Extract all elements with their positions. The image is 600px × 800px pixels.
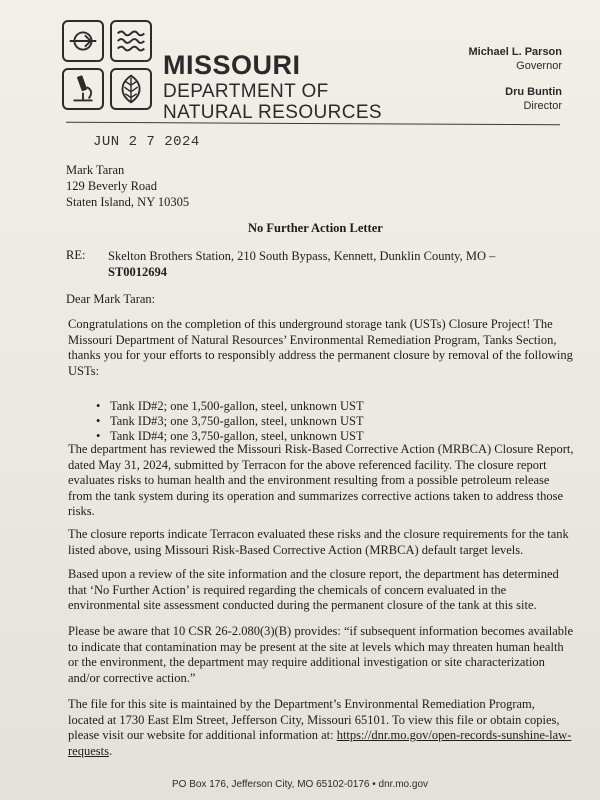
director-title: Director [523,100,562,112]
letter-title: No Further Action Letter [248,221,383,235]
open-records-link[interactable]: https://dnr.mo.gov/open-records-sunshine-law-requests [68,728,572,758]
file-access-text: The file for this site is maintained by the Department’s Environmental Remediation Program, located at 1730 East Elm Street, Jefferson City, Missouri 65101. To view this file or obtain copies, please visit our website for additional information at: [68,697,560,742]
director-name: Dru Buntin [505,86,562,98]
paragraph-review: The department has reviewed the Missouri Risk-Based Corrective Action (MRBCA) Closure Report, dated May 31, 2024, submitted by Terracon for the above referenced facility. The closure report evaluates risks to human health and the environment resulting from a possible petroleum release from the tank system during its operation and summarizes corrective actions taken to address those risks. [68,442,574,518]
paragraph-determination: Based upon a review of the site information and the closure report, the department has determined that ‘No Further Action’ is required regarding the chemicals of concern evaluated in the environmental site assessment conducted during the permanent closure of the tank at this site. [68,567,559,612]
agency-resources: NATURAL RESOURCES [163,102,383,123]
department-logo [62,20,156,112]
paragraph-file-access [68,697,574,759]
airplane-icon [62,20,104,62]
list-item: • Tank ID#2; one 1,500-gallon, steel, unknown UST [96,399,364,414]
file-access-end: . [108,743,113,758]
director-block [505,86,562,112]
governor-title: Governor [516,60,562,72]
list-item: • Tank ID#4; one 3,750-gallon, steel, unknown UST [96,429,364,444]
recipient-name: Mark Taran [66,163,125,177]
paragraph-regulation: Please be aware that 10 CSR 26-2.080(3)(B) provides: “if subsequent information becomes available to indicate that contamination may be present at the site at levels which may threaten human health or the environment, the department may require additional investigation or site characterization and/or corrective action.” [68,624,574,685]
recipient-city: Staten Island, NY 10305 [66,195,190,209]
water-waves-icon [110,20,152,62]
governor-name: Michael L. Parson [468,46,562,58]
salutation: Dear Mark Taran: [66,292,156,306]
recipient-street: 129 Beverly Road [66,179,157,193]
leaf-icon [110,68,152,110]
re-subject [108,248,528,280]
letterhead-divider [66,122,560,126]
re-label: RE: [66,248,86,262]
agency-name [163,52,382,122]
date-stamp: JUN 2 7 2024 [93,134,200,150]
agency-dept: DEPARTMENT OF [163,81,329,102]
site-id: ST0012694 [108,265,168,279]
list-item: • Tank ID#3; one 3,750-gallon, steel, unknown UST [96,414,364,429]
recipient-address [66,162,189,210]
agency-state: MISSOURI [163,50,301,80]
re-subject-text: Skelton Brothers Station, 210 South Bypass, Kennett, Dunklin County, MO – [108,249,496,263]
governor-block [468,46,562,72]
footer-address: PO Box 176, Jefferson City, MO 65102-0176 • dnr.mo.gov [171,779,429,790]
tank-list [96,399,364,444]
microscope-icon [62,68,104,110]
paragraph-evaluation: The closure reports indicate Terracon evaluated these risks and the closure requirements for the tank listed above, using Missouri Risk-Based Corrective Action (MRBCA) default target levels. [68,527,569,557]
paragraph-congratulations: Congratulations on the completion of this underground storage tank (USTs) Closure Project! The Missouri Department of Natural Resources’ Environmental Remediation Program, Tanks Section, thanks you for your efforts to responsibly address the permanent closure by removal of the following USTs: [68,317,573,378]
